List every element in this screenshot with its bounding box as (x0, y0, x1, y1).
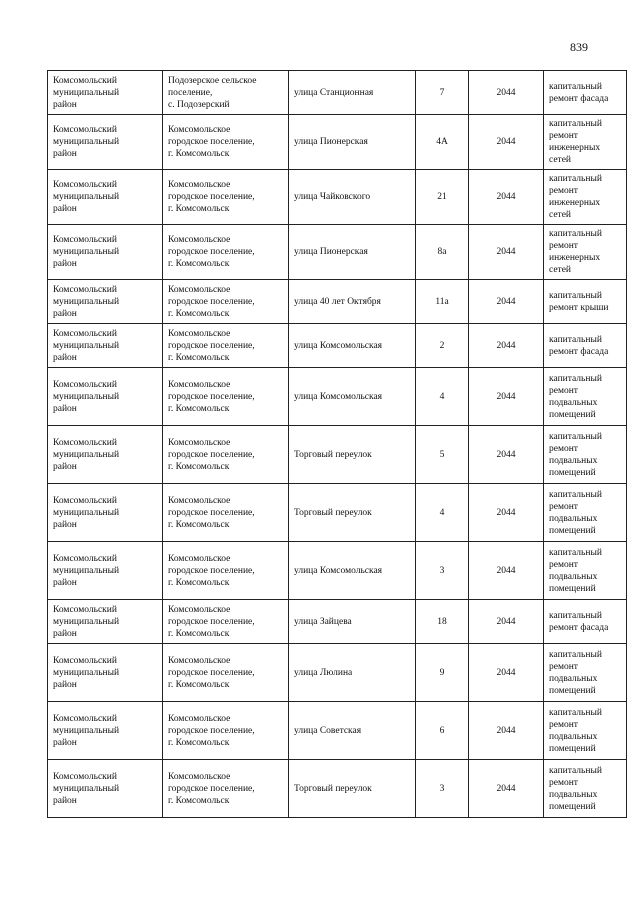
table-row (48, 702, 627, 760)
district-cell (48, 600, 163, 644)
house-number-cell: 8а (416, 225, 469, 280)
settlement-cell (163, 760, 289, 818)
district-text: Комсомольский муниципальный район (53, 713, 120, 748)
year-cell: 2044 (469, 280, 544, 324)
street-cell: улица Комсомольская (289, 542, 416, 600)
table-row (48, 542, 627, 600)
work-type-cell: капитальный ремонт инженерных сетей (544, 115, 627, 170)
district-cell (48, 225, 163, 280)
table-row (48, 760, 627, 818)
district-cell (48, 760, 163, 818)
district-cell (48, 71, 163, 115)
year-cell: 2044 (469, 225, 544, 280)
table-row (48, 484, 627, 542)
house-number-cell: 9 (416, 644, 469, 702)
year-cell: 2044 (469, 71, 544, 115)
district-text: Комсомольский муниципальный район (53, 604, 120, 639)
settlement-text: Подозерское сельское поселение, с. Подозерский (168, 75, 257, 110)
house-number-cell: 18 (416, 600, 469, 644)
table-row (48, 426, 627, 484)
work-type-cell: капитальный ремонт подвальных помещений (544, 702, 627, 760)
district-text: Комсомольский муниципальный район (53, 771, 120, 806)
page-number: 839 (570, 40, 588, 54)
work-type-cell: капитальный ремонт фасада (544, 324, 627, 368)
year-cell: 2044 (469, 426, 544, 484)
settlement-cell (163, 644, 289, 702)
district-text: Комсомольский муниципальный район (53, 495, 120, 530)
settlement-cell (163, 426, 289, 484)
street-cell: улица Пионерская (289, 225, 416, 280)
year-cell: 2044 (469, 600, 544, 644)
settlement-text: Комсомольское городское поселение, г. Комсомольск (168, 328, 255, 363)
district-cell (48, 115, 163, 170)
work-type-cell: капитальный ремонт инженерных сетей (544, 225, 627, 280)
settlement-text: Комсомольское городское поселение, г. Комсомольск (168, 180, 255, 214)
year-cell: 2044 (469, 324, 544, 368)
district-text: Комсомольский муниципальный район (53, 180, 120, 214)
street-cell: улица Станционная (289, 71, 416, 115)
work-type-cell: капитальный ремонт подвальных помещений (544, 368, 627, 426)
district-text: Комсомольский муниципальный район (53, 328, 120, 363)
settlement-text: Комсомольское городское поселение, г. Комсомольск (168, 495, 255, 530)
work-type-cell: капитальный ремонт подвальных помещений (544, 542, 627, 600)
year-cell: 2044 (469, 542, 544, 600)
year-cell: 2044 (469, 644, 544, 702)
street-cell: Торговый переулок (289, 426, 416, 484)
street-cell: Торговый переулок (289, 484, 416, 542)
year-cell: 2044 (469, 115, 544, 170)
house-number-cell: 21 (416, 170, 469, 225)
settlement-text: Комсомольское городское поселение, г. Комсомольск (168, 655, 255, 690)
settlement-cell (163, 170, 289, 225)
settlement-cell (163, 324, 289, 368)
year-cell: 2044 (469, 484, 544, 542)
district-cell (48, 324, 163, 368)
settlement-text: Комсомольское городское поселение, г. Комсомольск (168, 284, 255, 319)
street-cell: улица Зайцева (289, 600, 416, 644)
settlement-text: Комсомольское городское поселение, г. Комсомольск (168, 771, 255, 806)
street-cell: улица Люлина (289, 644, 416, 702)
settlement-text: Комсомольское городское поселение, г. Комсомольск (168, 553, 255, 588)
district-cell (48, 484, 163, 542)
settlement-cell (163, 484, 289, 542)
street-cell: улица Пионерская (289, 115, 416, 170)
settlement-text: Комсомольское городское поселение, г. Комсомольск (168, 379, 255, 414)
house-number-cell: 5 (416, 426, 469, 484)
district-text: Комсомольский муниципальный район (53, 437, 120, 472)
district-cell (48, 368, 163, 426)
settlement-cell (163, 280, 289, 324)
table-row (48, 600, 627, 644)
house-number-cell: 7 (416, 71, 469, 115)
settlement-cell (163, 71, 289, 115)
work-type-cell: капитальный ремонт подвальных помещений (544, 644, 627, 702)
settlement-cell (163, 600, 289, 644)
house-number-cell: 3 (416, 542, 469, 600)
settlement-cell (163, 225, 289, 280)
district-cell (48, 542, 163, 600)
street-cell: улица Чайковского (289, 170, 416, 225)
settlement-text: Комсомольское городское поселение, г. Комсомольск (168, 437, 255, 472)
house-number-cell: 2 (416, 324, 469, 368)
house-number-cell: 3 (416, 760, 469, 818)
house-number-cell: 4А (416, 115, 469, 170)
house-number-cell: 11а (416, 280, 469, 324)
settlement-cell (163, 702, 289, 760)
table-row (48, 324, 627, 368)
table-row (48, 115, 627, 170)
district-cell (48, 702, 163, 760)
work-type-cell: капитальный ремонт подвальных помещений (544, 426, 627, 484)
district-text: Комсомольский муниципальный район (53, 75, 120, 110)
settlement-cell (163, 542, 289, 600)
settlement-text: Комсомольское городское поселение, г. Комсомольск (168, 235, 255, 269)
house-number-cell: 4 (416, 368, 469, 426)
table-row (48, 225, 627, 280)
district-cell (48, 644, 163, 702)
year-cell: 2044 (469, 760, 544, 818)
work-type-cell: капитальный ремонт подвальных помещений (544, 760, 627, 818)
settlement-text: Комсомольское городское поселение, г. Комсомольск (168, 125, 255, 159)
district-text: Комсомольский муниципальный район (53, 284, 120, 319)
house-number-cell: 4 (416, 484, 469, 542)
settlement-cell (163, 368, 289, 426)
year-cell: 2044 (469, 702, 544, 760)
repair-schedule-table (47, 70, 627, 818)
district-text: Комсомольский муниципальный район (53, 553, 120, 588)
settlement-text: Комсомольское городское поселение, г. Комсомольск (168, 713, 255, 748)
work-type-cell: капитальный ремонт фасада (544, 600, 627, 644)
settlement-cell (163, 115, 289, 170)
street-cell: улица Комсомольская (289, 324, 416, 368)
year-cell: 2044 (469, 368, 544, 426)
work-type-cell: капитальный ремонт фасада (544, 71, 627, 115)
work-type-cell: капитальный ремонт крыши (544, 280, 627, 324)
table-row (48, 644, 627, 702)
street-cell: улица 40 лет Октября (289, 280, 416, 324)
work-type-cell: капитальный ремонт подвальных помещений (544, 484, 627, 542)
work-type-cell: капитальный ремонт инженерных сетей (544, 170, 627, 225)
year-cell: 2044 (469, 170, 544, 225)
settlement-text: Комсомольское городское поселение, г. Комсомольск (168, 604, 255, 639)
district-text: Комсомольский муниципальный район (53, 125, 120, 159)
table-row (48, 170, 627, 225)
district-text: Комсомольский муниципальный район (53, 379, 120, 414)
house-number-cell: 6 (416, 702, 469, 760)
street-cell: улица Комсомольская (289, 368, 416, 426)
table-row (48, 71, 627, 115)
street-cell: улица Советская (289, 702, 416, 760)
table-row (48, 280, 627, 324)
district-cell (48, 170, 163, 225)
district-text: Комсомольский муниципальный район (53, 235, 120, 269)
table-row (48, 368, 627, 426)
street-cell: Торговый переулок (289, 760, 416, 818)
district-cell (48, 426, 163, 484)
district-cell (48, 280, 163, 324)
district-text: Комсомольский муниципальный район (53, 655, 120, 690)
